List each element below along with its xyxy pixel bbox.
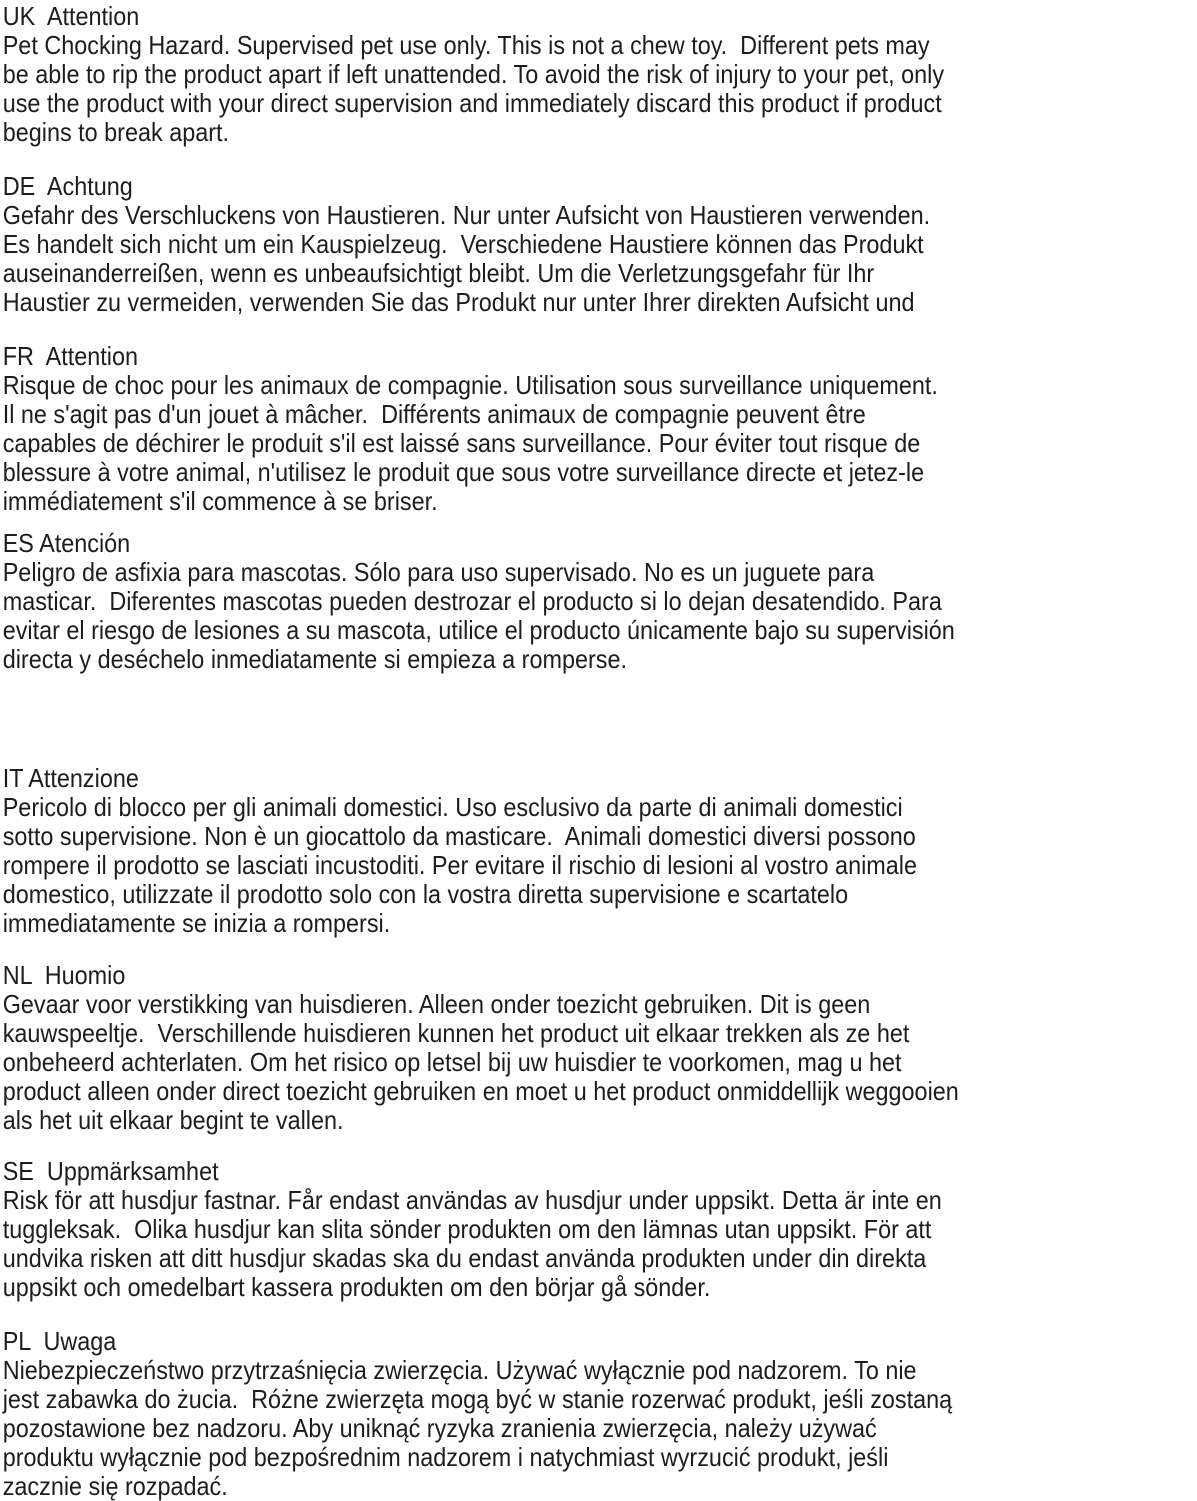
warning-body-se: Risk för att husdjur fastnar. Får endast användas av husdjur under uppsikt. Detta är inte en tuggleksak. Olika husdjur kan slita sönder produkten om den lämnas utan uppsikt. För att undvika risken att ditt husdjur skadas ska du endast använda produkten under din direkta uppsikt och omedelbart kassera produkten om den börjar gå sönder. [2, 1185, 942, 1302]
warning-body-de: Gefahr des Verschluckens von Haustieren. Nur unter Aufsicht von Haustieren verwenden. Es handelt sich nicht um ein Kauspielzeug. Verschiedene Haustiere können das Produkt auseinanderreißen, wenn es unbeaufsichtigt bleibt. Um die Verletzungsgefahr für Ihr Haustier zu vermeiden, verwenden Sie das Produkt nur unter Ihrer direkten Aufsicht und [2, 200, 931, 317]
warning-body-nl: Gevaar voor verstikking van huisdieren. Alleen onder toezicht gebruiken. Dit is geen kauwspeeltje. Verschillende huisdieren kunnen het product uit elkaar trekken als ze het onbeheerd achterlaten. Om het risico op letsel bij uw huisdier te voorkomen, mag u het product alleen onder direct toezicht gebruiken en moet u het product onmiddellijk weggooien als het uit elkaar begint te vallen. [2, 989, 959, 1135]
warning-header-se: SE Uppmärksamhet [2, 1156, 219, 1186]
warning-header-pl: PL Uwaga [2, 1326, 117, 1356]
warning-header-uk: UK Attention [2, 1, 140, 31]
warning-body-es: Peligro de asfixia para mascotas. Sólo para uso supervisado. No es un juguete para masticar. Diferentes mascotas pueden destrozar el producto si lo dejan desatendido. Para evitar el riesgo de lesiones a su mascota, utilice el producto únicamente bajo su supervisión directa y deséchelo inmediatamente si empieza a romperse. [2, 557, 955, 674]
warning-section-de [3, 172, 1197, 317]
warning-body-it: Pericolo di blocco per gli animali domestici. Uso esclusivo da parte di animali domestici sotto supervisione. Non è un giocattolo da masticare. Animali domestici diversi possono rompere il prodotto se lasciati incustoditi. Per evitare il rischio di lesioni al vostro animale domestico, utilizzate il prodotto solo con la vostra diretta supervisione e scartatelo immediatamente se inizia a rompersi. [2, 792, 918, 938]
warning-body-fr: Risque de choc pour les animaux de compagnie. Utilisation sous surveillance uniquement. Il ne s'agit pas d'un jouet à mâcher. Différents animaux de compagnie peuvent être capables de déchirer le produit s'il est laissé sans surveillance. Pour éviter tout risque de blessure à votre animal, n'utilisez le produit que sous votre surveillance directe et jetez-le immédiatement s'il commence à se briser. [2, 370, 938, 516]
warning-header-de: DE Achtung [2, 171, 133, 201]
warning-body-pl: Niebezpieczeństwo przytrzaśnięcia zwierzęcia. Używać wyłącznie pod nadzorem. To nie jest zabawka do żucia. Różne zwierzęta mogą być w stanie rozerwać produkt, jeśli zostaną pozostawione bez nadzoru. Aby uniknąć ryzyka zranienia zwierzęcia, należy używać produktu wyłącznie pod bezpośrednim nadzorem i natychmiast wyrzucić produkt, jeśli zacznie się rozpadać. [2, 1355, 953, 1501]
warning-section-se [3, 1157, 1197, 1302]
warning-section-nl [3, 961, 1197, 1135]
warning-header-nl: NL Huomio [2, 960, 126, 990]
warning-section-fr [3, 342, 1197, 516]
warning-section-uk [3, 2, 1197, 147]
warning-section-pl [3, 1327, 1197, 1501]
warning-section-es [3, 529, 1197, 674]
warning-header-it: IT Attenzione [2, 763, 139, 793]
warning-body-uk: Pet Chocking Hazard. Supervised pet use only. This is not a chew toy. Different pets may be able to rip the product apart if left unattended. To avoid the risk of injury to your pet, only use the product with your direct supervision and immediately discard this product if product begins to break apart. [2, 30, 945, 147]
warning-header-es: ES Atención [2, 528, 131, 558]
warning-header-fr: FR Attention [2, 341, 138, 371]
warning-section-it [3, 764, 1197, 938]
